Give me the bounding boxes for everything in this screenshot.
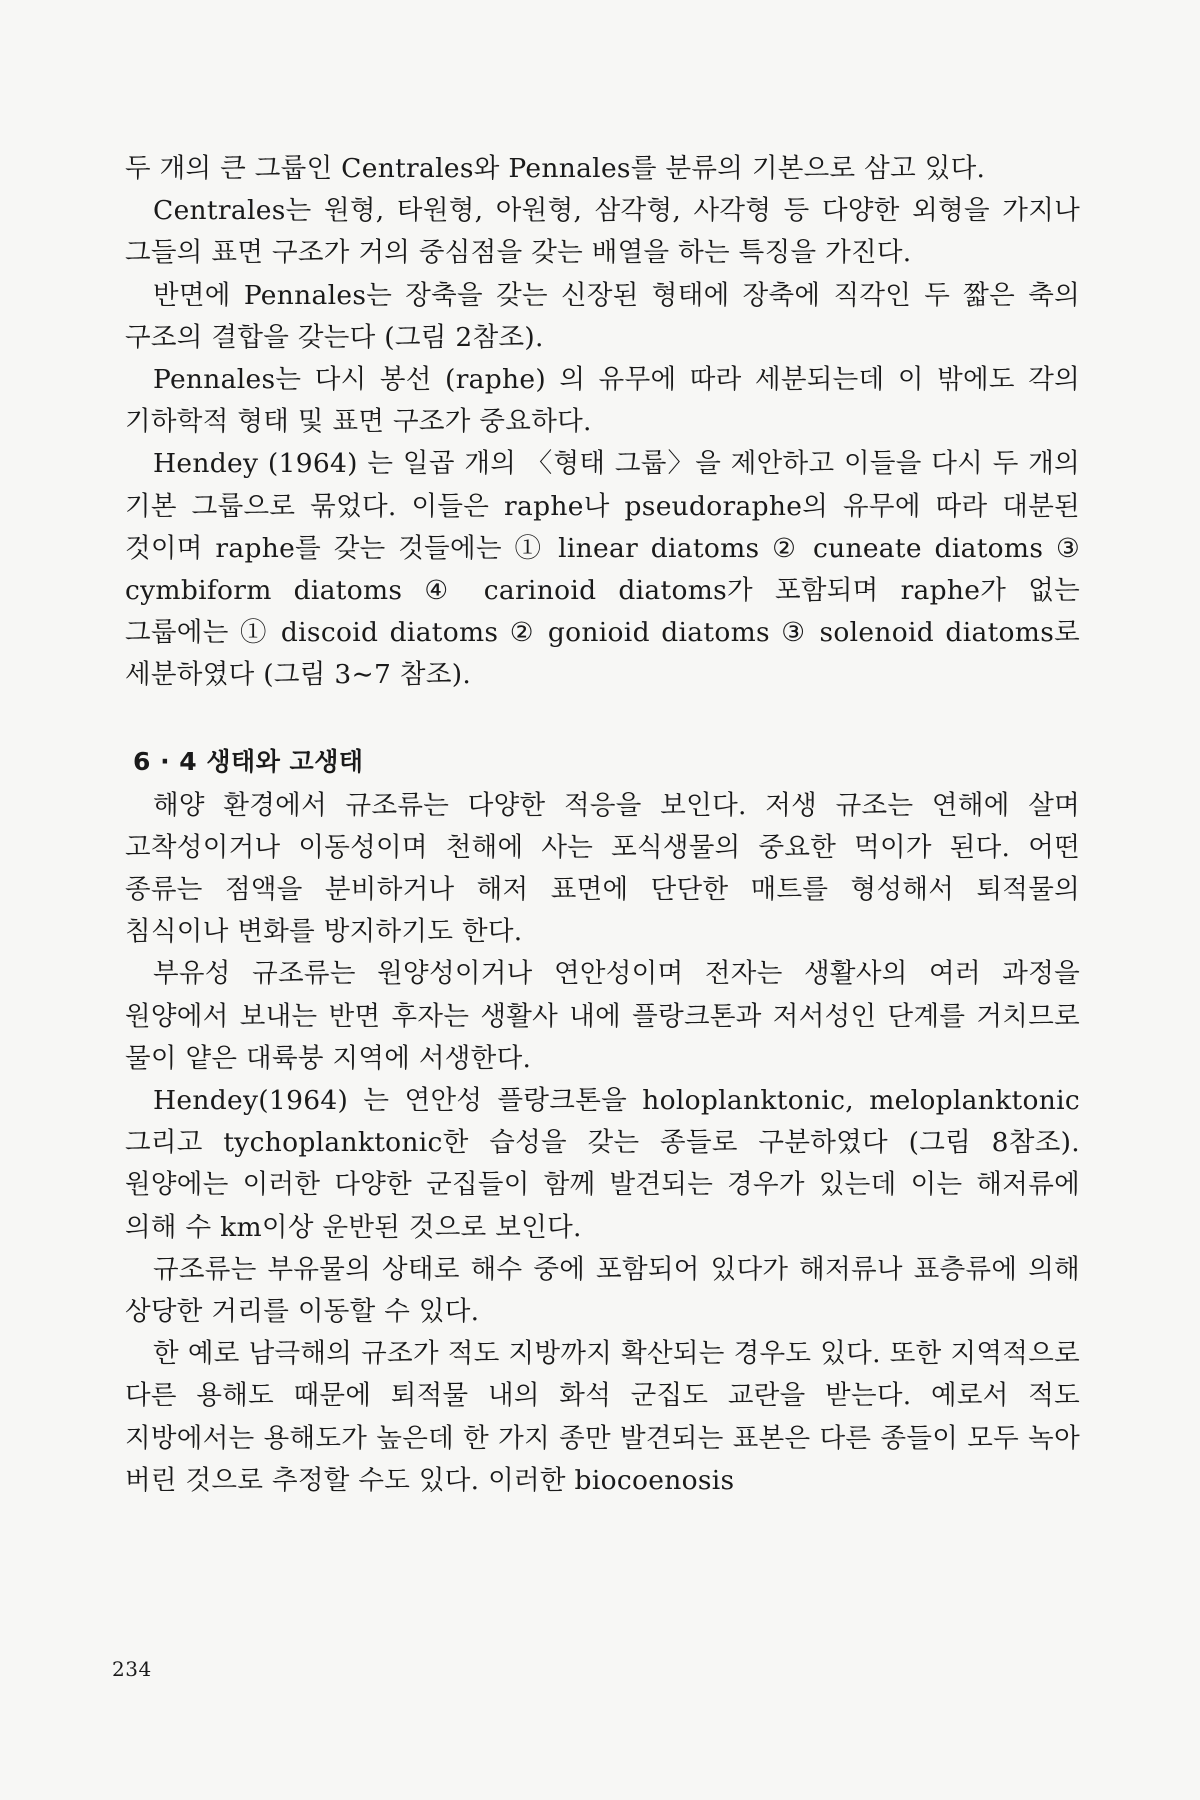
paragraph: 반면에 Pennales는 장축을 갖는 신장된 형태에 장축에 직각인 두 짧은 축의 구조의 결합을 갖는다 (그림 2참조). bbox=[125, 279, 1080, 353]
paragraph: Pennales는 다시 봉선 (raphe) 의 유무에 따라 세분되는데 이 밖에도 각의 기하학적 형태 및 표면 구조가 중요하다. bbox=[125, 364, 1080, 438]
page-body bbox=[125, 148, 1080, 1502]
paragraph: 두 개의 큰 그룹인 Centrales와 Pennales를 분류의 기본으로 삼고 있다. bbox=[125, 153, 986, 184]
paragraph: Hendey (1964) 는 일곱 개의 〈형태 그룹〉을 제안하고 이들을 다시 두 개의 기본 그룹으로 묶었다. 이들은 raphe나 pseudoraphe의 유무에 따라 대분된 것이며 raphe를 갖는 것들에는 ① linear diatoms ② cuneate diatoms ③ cymbiform diatoms ④ carinoid diatoms가 포함되며 raphe가 없는 그룹에는 ① discoid diatoms ② gonioid diatoms ③ solenoid diatoms로 세분하였다 (그림 3∼7 참조). bbox=[125, 448, 1080, 691]
paragraph: 규조류는 부유물의 상태로 해수 중에 포함되어 있다가 해저류나 표층류에 의해 상당한 거리를 이동할 수 있다. bbox=[125, 1253, 1080, 1328]
paragraph: 해양 환경에서 규조류는 다양한 적응을 보인다. 저생 규조는 연해에 살며 고착성이거나 이동성이며 천해에 사는 포식생물의 중요한 먹이가 된다. 어떤 종류는 점액을 분비하거나 해저 표면에 단단한 매트를 형성해서 퇴적물의 침식이나 변화를 방지하기도 한다. bbox=[125, 789, 1080, 948]
page-number: 234 bbox=[112, 1657, 152, 1681]
section-heading: 6 · 4 생태와 고생태 bbox=[133, 746, 364, 776]
paragraph: Centrales는 원형, 타원형, 아원형, 삼각형, 사각형 등 다양한 외형을 가지나 그들의 표면 구조가 거의 중심점을 갖는 배열을 하는 특징을 가진다. bbox=[125, 195, 1080, 269]
text-block-ecology bbox=[125, 785, 1080, 1502]
paragraph: 한 예로 남극해의 규조가 적도 지방까지 확산되는 경우도 있다. 또한 지역적으로 다른 용해도 때문에 퇴적물 내의 화석 군집도 교란을 받는다. 예로서 적도 지방에서는 용해도가 높은데 한 가지 종만 발견되는 표본은 다른 종들이 모두 녹아 버린 것으로 추정할 수도 있다. 이러한 biocoenosis bbox=[125, 1338, 1080, 1496]
paragraph: Hendey(1964) 는 연안성 플랑크톤을 holoplanktonic, meloplanktonic 그리고 tychoplanktonic한 습성을 갖는 종들로 구분하였다 (그림 8참조). 원양에는 이러한 다양한 군집들이 함께 발견되는 경우가 있는데 이는 해저류에 의해 수 km이상 운반된 것으로 보인다. bbox=[125, 1085, 1080, 1243]
text-block-intro bbox=[125, 148, 1080, 697]
paragraph: 부유성 규조류는 원양성이거나 연안성이며 전자는 생활사의 여러 과정을 원양에서 보내는 반면 후자는 생활사 내에 플랑크톤과 저서성인 단계를 거치므로 물이 얕은 대륙붕 지역에 서생한다. bbox=[125, 958, 1080, 1074]
